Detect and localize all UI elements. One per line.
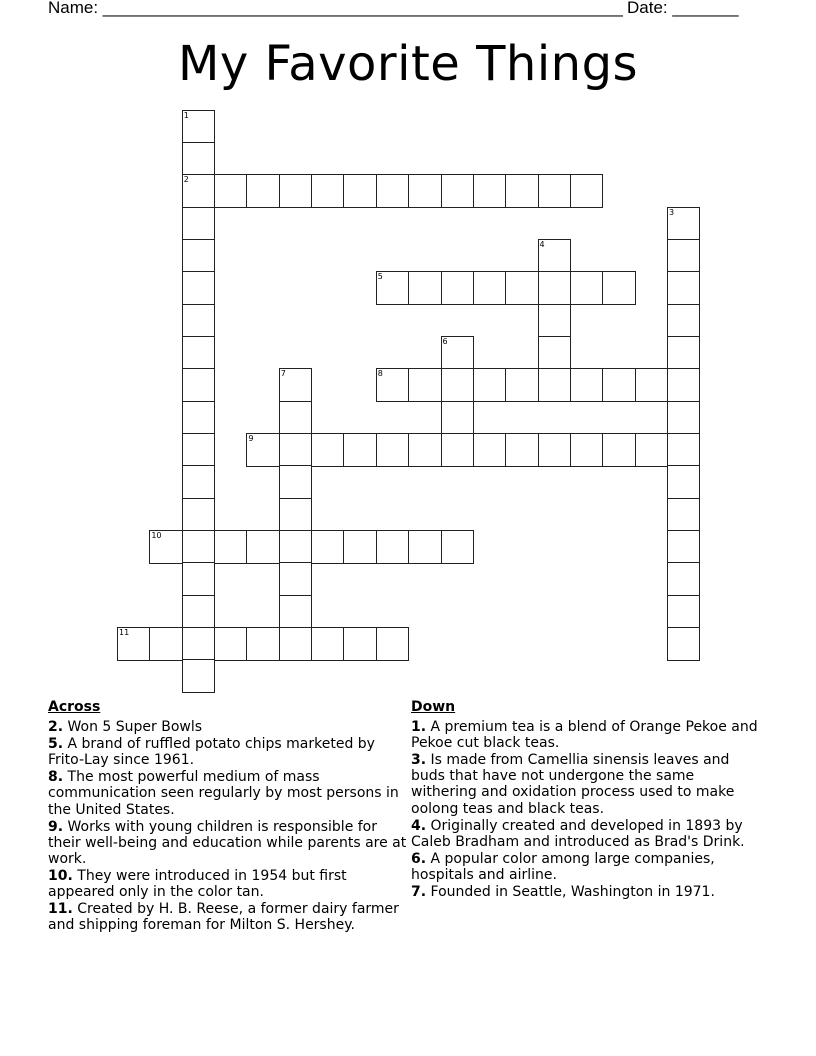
crossword-cell[interactable] <box>441 530 475 564</box>
crossword-cell[interactable] <box>538 239 572 273</box>
crossword-cell[interactable] <box>635 433 669 467</box>
crossword-cell[interactable] <box>441 271 475 305</box>
crossword-cell[interactable] <box>667 207 701 241</box>
crossword-cell[interactable] <box>182 433 216 467</box>
crossword-cell[interactable] <box>279 174 313 208</box>
crossword-cell[interactable] <box>538 433 572 467</box>
crossword-cell[interactable] <box>505 174 539 208</box>
clue-text: A popular color among large companies, hospitals and airline. <box>411 850 715 883</box>
clue-number: 1. <box>411 719 427 736</box>
crossword-cell[interactable] <box>408 271 442 305</box>
crossword-cell[interactable] <box>376 368 410 402</box>
crossword-cell[interactable] <box>182 595 216 629</box>
crossword-cell[interactable] <box>279 465 313 499</box>
name-field-label: Name: _______________________________________________________ <box>48 0 623 17</box>
crossword-cell[interactable] <box>182 401 216 435</box>
crossword-cell[interactable] <box>311 174 345 208</box>
crossword-cell[interactable] <box>667 530 701 564</box>
clue-number-label: 3 <box>668 207 675 217</box>
crossword-cell[interactable] <box>214 174 248 208</box>
clue-across-2 <box>48 719 410 735</box>
clue-number: 3. <box>411 752 427 769</box>
clue-text: The most powerful medium of mass communication seen regularly by most persons in the United States. <box>48 769 399 818</box>
clue-down-1 <box>411 719 761 751</box>
crossword-cell[interactable] <box>473 368 507 402</box>
crossword-cell[interactable] <box>505 368 539 402</box>
crossword-cell[interactable] <box>182 562 216 596</box>
page-title: My Favorite Things <box>177 36 639 92</box>
clue-number-label: 6 <box>442 336 448 346</box>
crossword-cell[interactable] <box>376 433 410 467</box>
crossword-cell[interactable] <box>279 433 313 467</box>
clue-text: They were introduced in 1954 but first appeared only in the color tan. <box>48 867 347 901</box>
crossword-cell[interactable] <box>182 271 216 305</box>
clue-number: 11. <box>48 901 73 918</box>
clue-text: A brand of ruffled potato chips marketed by Frito-Lay since 1961. <box>48 736 375 769</box>
clue-number: 2. <box>48 719 64 736</box>
crossword-cell[interactable] <box>311 627 345 661</box>
clue-number: 4. <box>411 817 427 834</box>
crossword-cell[interactable] <box>149 627 183 661</box>
crossword-cell[interactable] <box>376 627 410 661</box>
crossword-cell[interactable] <box>441 433 475 467</box>
clue-text: Works with young children is responsible for their well-being and education while parents are at work. <box>48 818 407 867</box>
crossword-cell[interactable] <box>441 368 475 402</box>
crossword-cell[interactable] <box>408 174 442 208</box>
crossword-cell[interactable] <box>182 142 216 176</box>
crossword-cell[interactable] <box>279 595 313 629</box>
crossword-cell[interactable] <box>667 401 701 435</box>
crossword-cell[interactable] <box>214 627 248 661</box>
crossword-cell[interactable] <box>408 433 442 467</box>
crossword-cell[interactable] <box>473 271 507 305</box>
crossword-cell[interactable] <box>667 465 701 499</box>
clue-text: Is made from Camellia sinensis leaves and buds that have not undergone the same withering and oxidation process used to make oolong teas and black teas. <box>411 752 735 817</box>
crossword-cell[interactable] <box>182 498 216 532</box>
clue-number-label: 11 <box>119 628 130 638</box>
crossword-cell[interactable] <box>570 433 604 467</box>
crossword-cell[interactable] <box>538 336 572 370</box>
crossword-cell[interactable] <box>182 465 216 499</box>
clue-number-label: 4 <box>539 239 545 249</box>
crossword-cell[interactable] <box>635 368 669 402</box>
across-heading: Across <box>48 699 101 715</box>
clue-text: Originally created and developed in 1893 by Caleb Bradham and introduced as Brad's Drink. <box>411 817 745 850</box>
crossword-cell[interactable] <box>182 368 216 402</box>
clue-number: 5. <box>48 736 64 753</box>
down-heading: Down <box>411 699 456 715</box>
across-clues <box>48 699 410 934</box>
crossword-cell[interactable] <box>538 368 572 402</box>
crossword-cell[interactable] <box>246 174 280 208</box>
crossword-cell[interactable] <box>667 498 701 532</box>
clue-text: A premium tea is a blend of Orange Pekoe and Pekoe cut black teas. <box>411 719 758 752</box>
crossword-cell[interactable] <box>505 271 539 305</box>
crossword-cell[interactable] <box>376 530 410 564</box>
crossword-cell[interactable] <box>667 304 701 338</box>
clue-number: 10. <box>48 867 73 884</box>
clue-text: Created by H. B. Reese, a former dairy farmer and shipping foreman for Milton S. Hershey. <box>48 901 399 934</box>
crossword-cell[interactable] <box>376 174 410 208</box>
clue-number-label: 7 <box>280 369 286 379</box>
crossword-cell[interactable] <box>570 174 604 208</box>
crossword-cell[interactable] <box>538 174 572 208</box>
clue-text: Won 5 Super Bowls <box>67 719 203 736</box>
crossword-cell[interactable] <box>441 336 475 370</box>
clue-number: 7. <box>411 884 427 901</box>
crossword-cell[interactable] <box>602 271 636 305</box>
clue-number-label: 10 <box>151 531 162 541</box>
clue-number: 8. <box>48 769 64 786</box>
crossword-cell[interactable] <box>376 271 410 305</box>
crossword-cell[interactable] <box>343 530 377 564</box>
crossword-cell[interactable] <box>602 368 636 402</box>
crossword-cell[interactable] <box>182 110 216 144</box>
crossword-cell[interactable] <box>311 530 345 564</box>
crossword-cell[interactable] <box>343 627 377 661</box>
crossword-cell[interactable] <box>667 368 701 402</box>
crossword-cell[interactable] <box>214 530 248 564</box>
clue-across-5 <box>48 736 410 768</box>
crossword-cell[interactable] <box>441 401 475 435</box>
clue-number-label: 9 <box>248 434 254 443</box>
crossword-cell[interactable] <box>182 207 216 241</box>
crossword-cell[interactable] <box>667 562 701 596</box>
crossword-cell[interactable] <box>246 530 280 564</box>
crossword-cell[interactable] <box>667 239 701 273</box>
crossword-cell[interactable] <box>570 368 604 402</box>
clue-number: 6. <box>411 850 427 867</box>
crossword-cell[interactable] <box>343 433 377 467</box>
crossword-cell[interactable] <box>182 304 216 338</box>
clue-number-label: 2 <box>183 175 189 185</box>
clue-down-4 <box>411 818 761 850</box>
crossword-cell[interactable] <box>246 627 280 661</box>
clue-down-3 <box>411 752 761 816</box>
crossword-cell[interactable] <box>570 271 604 305</box>
crossword-cell[interactable] <box>182 530 216 564</box>
crossword-cell[interactable] <box>408 530 442 564</box>
crossword-cell[interactable] <box>182 239 216 273</box>
crossword-cell[interactable] <box>149 530 183 564</box>
crossword-cell[interactable] <box>343 174 377 208</box>
down-clues <box>411 699 761 901</box>
clue-across-9 <box>48 819 410 867</box>
crossword-cell[interactable] <box>182 627 216 661</box>
clue-across-8 <box>48 769 410 817</box>
date-field-label: Date: _______ <box>627 0 739 17</box>
clue-down-6 <box>411 851 761 883</box>
crossword-cell[interactable] <box>667 595 701 629</box>
crossword-cell[interactable] <box>182 336 216 370</box>
crossword-cell[interactable] <box>279 368 313 402</box>
crossword-cell[interactable] <box>667 271 701 305</box>
crossword-cell[interactable] <box>473 433 507 467</box>
clue-text: Founded in Seattle, Washington in 1971. <box>430 884 715 901</box>
crossword-cell[interactable] <box>473 174 507 208</box>
clue-across-11 <box>48 901 410 933</box>
crossword-cell[interactable] <box>441 174 475 208</box>
crossword-cell[interactable] <box>408 368 442 402</box>
crossword-cell[interactable] <box>279 401 313 435</box>
crossword-cell[interactable] <box>667 627 701 661</box>
clue-number-label: 5 <box>377 272 383 282</box>
crossword-cell[interactable] <box>602 433 636 467</box>
crossword-cell[interactable] <box>182 659 216 693</box>
clue-down-7 <box>411 884 761 900</box>
crossword-cell[interactable] <box>279 627 313 661</box>
crossword-cell[interactable] <box>279 562 313 596</box>
crossword-cell[interactable] <box>311 433 345 467</box>
clue-number-label: 8 <box>377 369 383 379</box>
crossword-cell[interactable] <box>667 336 701 370</box>
crossword-cell[interactable] <box>117 627 151 661</box>
clue-number: 9. <box>48 818 64 835</box>
crossword-cell[interactable] <box>279 498 313 532</box>
clue-across-10 <box>48 868 410 900</box>
crossword-cell[interactable] <box>182 174 216 208</box>
crossword-cell[interactable] <box>538 304 572 338</box>
crossword-cell[interactable] <box>279 530 313 564</box>
clue-number-label: 1 <box>183 110 189 120</box>
crossword-cell[interactable] <box>538 271 572 305</box>
crossword-cell[interactable] <box>246 433 280 467</box>
crossword-cell[interactable] <box>667 433 701 467</box>
crossword-cell[interactable] <box>505 433 539 467</box>
